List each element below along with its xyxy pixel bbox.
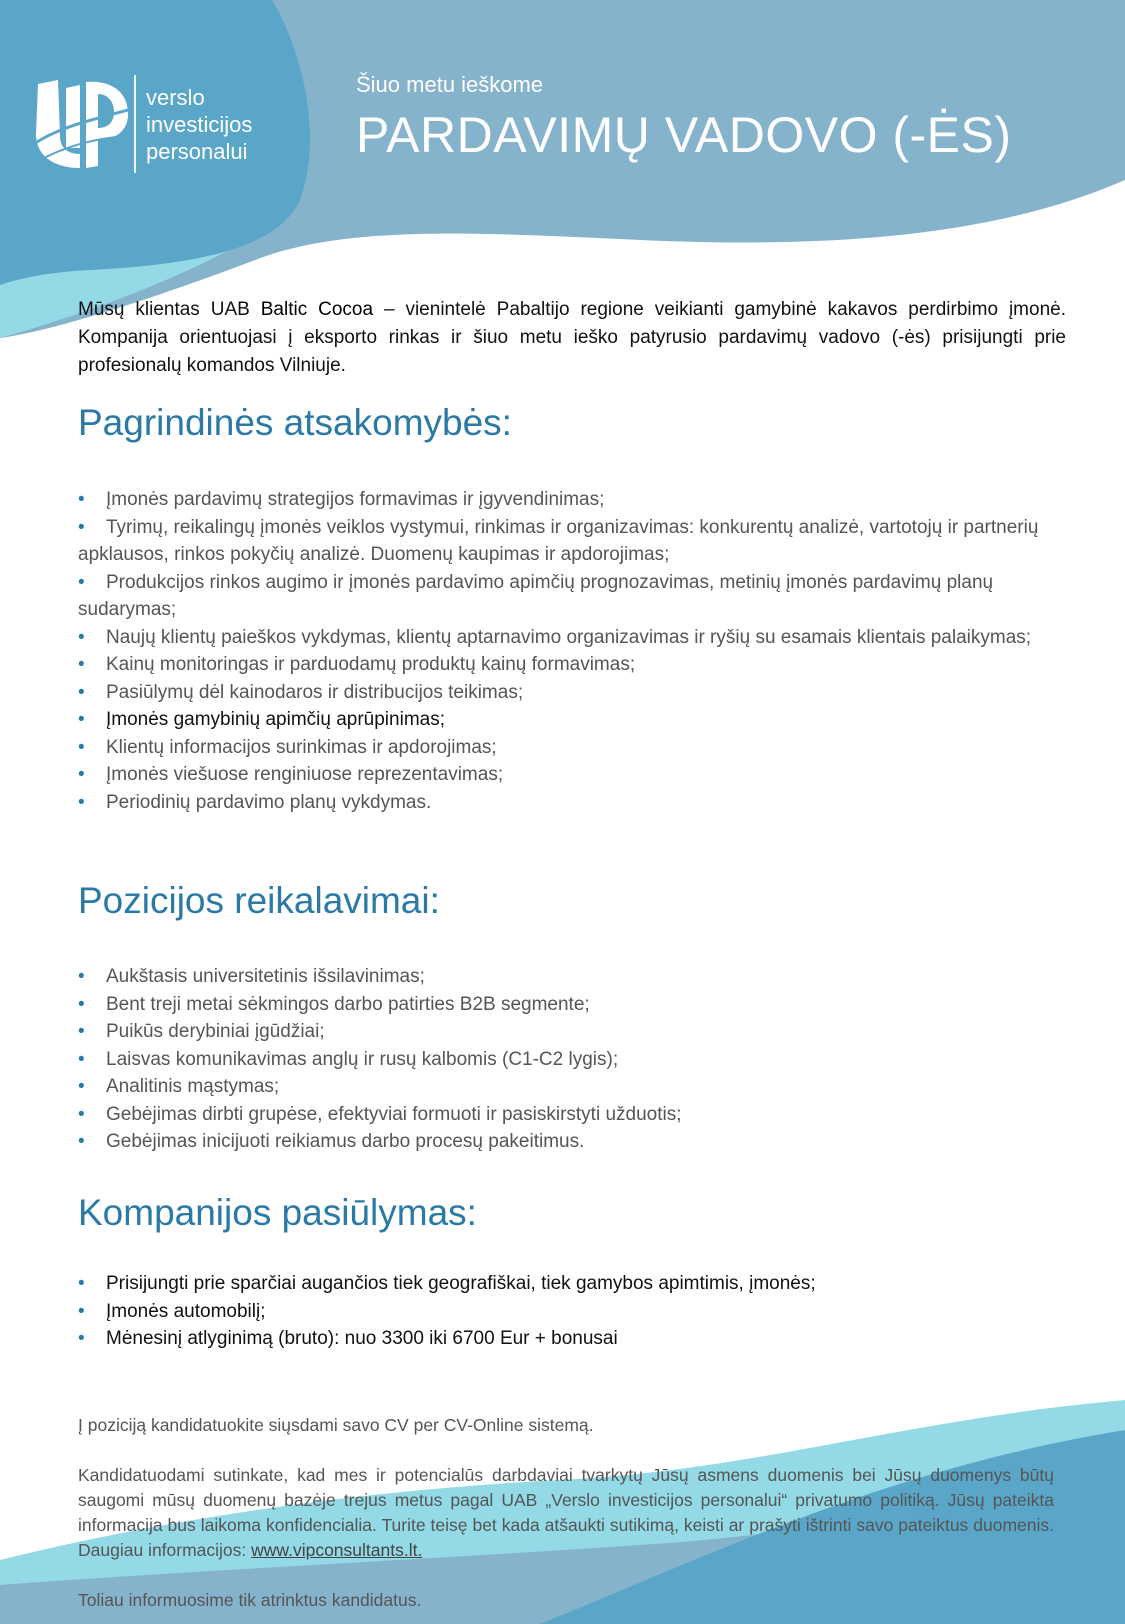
list-item: [78, 569, 1058, 624]
list-item: • Įmonės viešuose renginiuose reprezentavimas;: [78, 761, 1058, 789]
logo-line: verslo: [146, 84, 205, 110]
consent-paragraph: [78, 1463, 1054, 1563]
intro-before: Mūsų klientas UAB: [78, 299, 261, 320]
bullet-icon: •: [78, 571, 85, 593]
list-item: • Analitinis mąstymas;: [78, 1073, 1058, 1101]
website-link[interactable]: www.vipconsultants.lt.: [251, 1540, 423, 1560]
logo-wordmark: [146, 84, 252, 165]
logo-line: investicijos: [146, 111, 253, 137]
client-company-name: Baltic Cocoa: [260, 299, 374, 320]
logo-divider: [134, 75, 136, 173]
apply-instructions: Į poziciją kandidatuokite siųsdami savo CV per CV-Online sistemą.: [78, 1415, 594, 1435]
company-logo: [30, 74, 252, 174]
list-item: • Prisijungti prie sparčiai augančios tiek geografiškai, tiek gamybos apimtimis, įmonės;: [78, 1270, 1058, 1298]
list-item: [78, 514, 1058, 569]
list-item: • Kainų monitoringas ir parduodamų produktų kainų formavimas;: [78, 651, 1058, 679]
list-item-text: Tyrimų, reikalingų įmonės veiklos vystymui, rinkimas ir organizavimas: konkurentų analizė, vartotojų ir partnerių apklausos, rinkos pokyčių analizė. Duomenų kaupimas ir apdorojimas;: [78, 516, 1039, 565]
list-item-text: Naujų klientų paieškos vykdymas, klientų aptarnavimo organizavimas ir ryšių su esamais klientais palaikymas;: [106, 626, 1032, 648]
responsibilities-heading: Pagrindinės atsakomybės:: [78, 402, 512, 443]
list-item: • Gebėjimas dirbti grupėse, efektyviai formuoti ir pasiskirstyti užduotis;: [78, 1101, 1058, 1129]
list-item: [78, 624, 1058, 652]
list-item-text: Produkcijos rinkos augimo ir įmonės pardavimo apimčių prognozavimas, metinių įmonės pardavimų planų sudarymas;: [78, 571, 994, 620]
list-item: • Aukštasis universitetinis išsilavinimas;: [78, 963, 1058, 991]
list-item: • Įmonės pardavimų strategijos formavimas ir įgyvendinimas;: [78, 486, 1058, 514]
page-title: PARDAVIMŲ VADOVO (-ĖS): [356, 107, 1012, 163]
list-item: • Pasiūlymų dėl kainodaros ir distribucijos teikimas;: [78, 679, 1058, 707]
intro-after: – vienintelė Pabaltijo regione veikianti gamybinė kakavos perdirbimo įmonė. Kompanija orientuojasi į eksporto rinkas ir šiuo metu ieško patyrusio pardavimų vadovo (-ės) prisijungti prie profesionalų komandos Vilniuje.: [78, 299, 1066, 376]
list-item: • Periodinių pardavimo planų vykdymas.: [78, 789, 1058, 817]
requirements-list: [78, 963, 1058, 1156]
logo-line: personalui: [146, 138, 248, 164]
list-item: • Bent treji metai sėkmingos darbo patirties B2B segmente;: [78, 991, 1058, 1019]
list-item: • Gebėjimas inicijuoti reikiamus darbo procesų pakeitimus.: [78, 1128, 1058, 1156]
bullet-icon: •: [78, 626, 85, 648]
intro-paragraph: [78, 296, 1066, 380]
list-item: • Įmonės automobilį;: [78, 1298, 1058, 1326]
offer-heading: Kompanijos pasiūlymas:: [78, 1192, 477, 1233]
requirements-heading: Pozicijos reikalavimai:: [78, 880, 440, 921]
responsibilities-list: [78, 486, 1058, 816]
vip-logo-icon: [30, 74, 130, 174]
consent-text: Kandidatuodami sutinkate, kad mes ir potencialūs darbdaviai tvarkytų Jūsų asmens duomenis bei Jūsų duomenys būtų saugomi mūsų duomenų bazėje trejus metus pagal UAB „Verslo investicijos personalui“ privatumo politiką. Jūsų pateikta informacija bus laikoma konfidencialia. Turite teisę bet kada atšaukti sutikimą, keisti ar prašyti ištrinti savo pateiktus duomenis. Daugiau informacijos:: [78, 1465, 1054, 1560]
list-item: • Puikūs derybiniai įgūdžiai;: [78, 1018, 1058, 1046]
list-item: • Klientų informacijos surinkimas ir apdorojimas;: [78, 734, 1058, 762]
list-item: • Laisvas komunikavimas anglų ir rusų kalbomis (C1-C2 lygis);: [78, 1046, 1058, 1074]
header-kicker: Šiuo metu ieškome: [356, 72, 544, 97]
list-item: • Mėnesinį atlyginimą (bruto): nuo 3300 iki 6700 Eur + bonusai: [78, 1325, 1058, 1353]
offer-list: [78, 1270, 1058, 1353]
bullet-icon: •: [78, 516, 85, 538]
closing-note: Toliau informuosime tik atrinktus kandidatus.: [78, 1590, 422, 1610]
list-item: • Įmonės gamybinių apimčių aprūpinimas;: [78, 706, 1058, 734]
